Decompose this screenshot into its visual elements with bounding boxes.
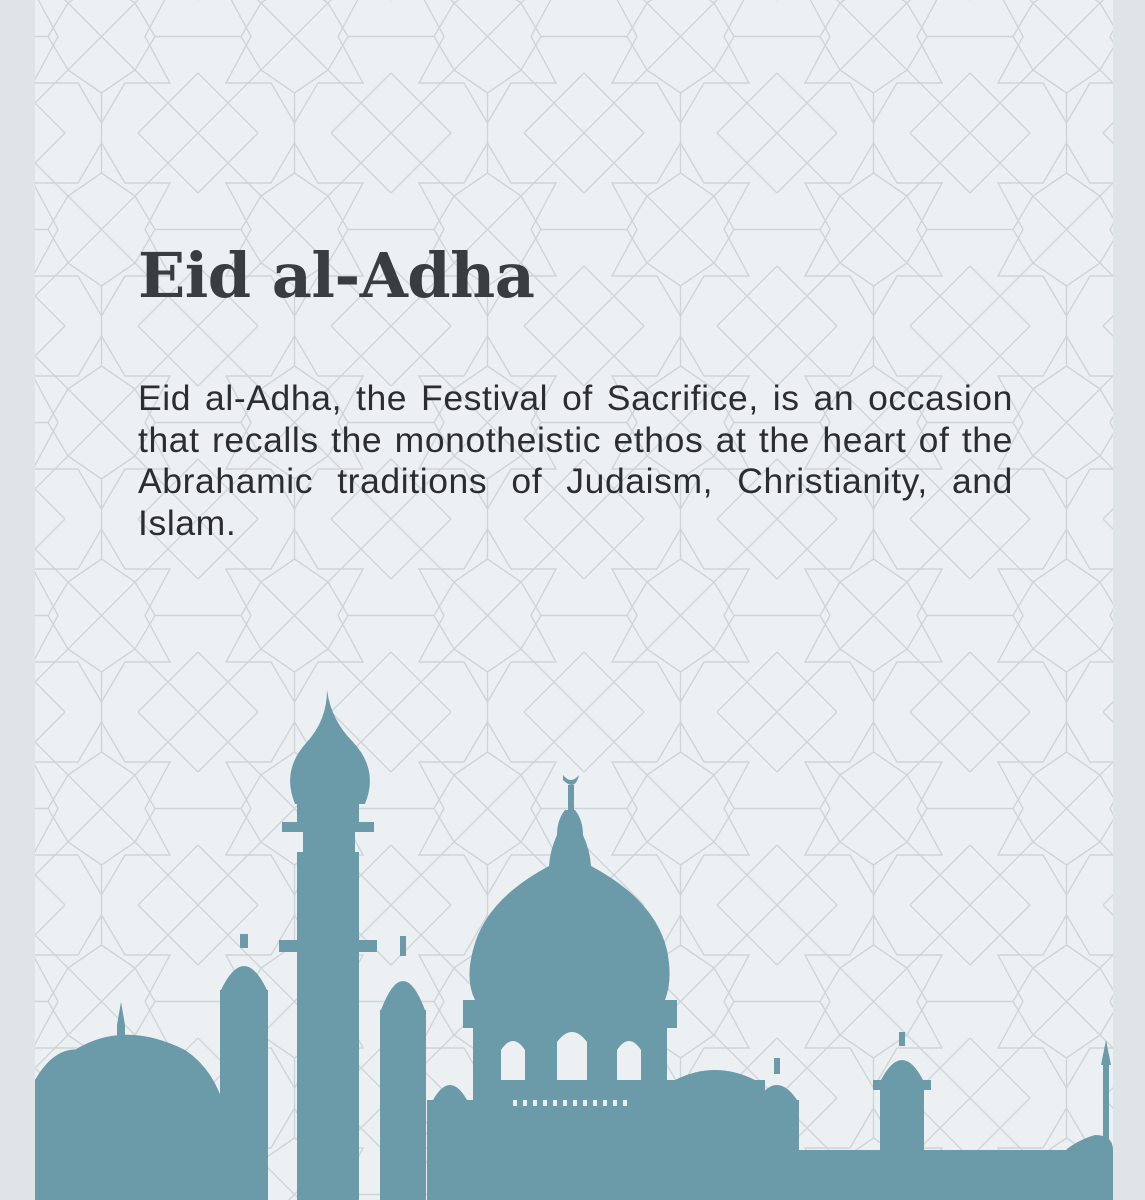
eid-card (35, 0, 1113, 1200)
card-description: Eid al-Adha, the Festival of Sacrifice, is an occasion that recalls the monotheistic ethos at the heart of the Abrahamic traditions of Judaism, Christianity, and Islam. (138, 378, 1013, 543)
card-title: Eid al-Adha (138, 239, 535, 312)
mosque-skyline-silhouette (35, 680, 1113, 1200)
